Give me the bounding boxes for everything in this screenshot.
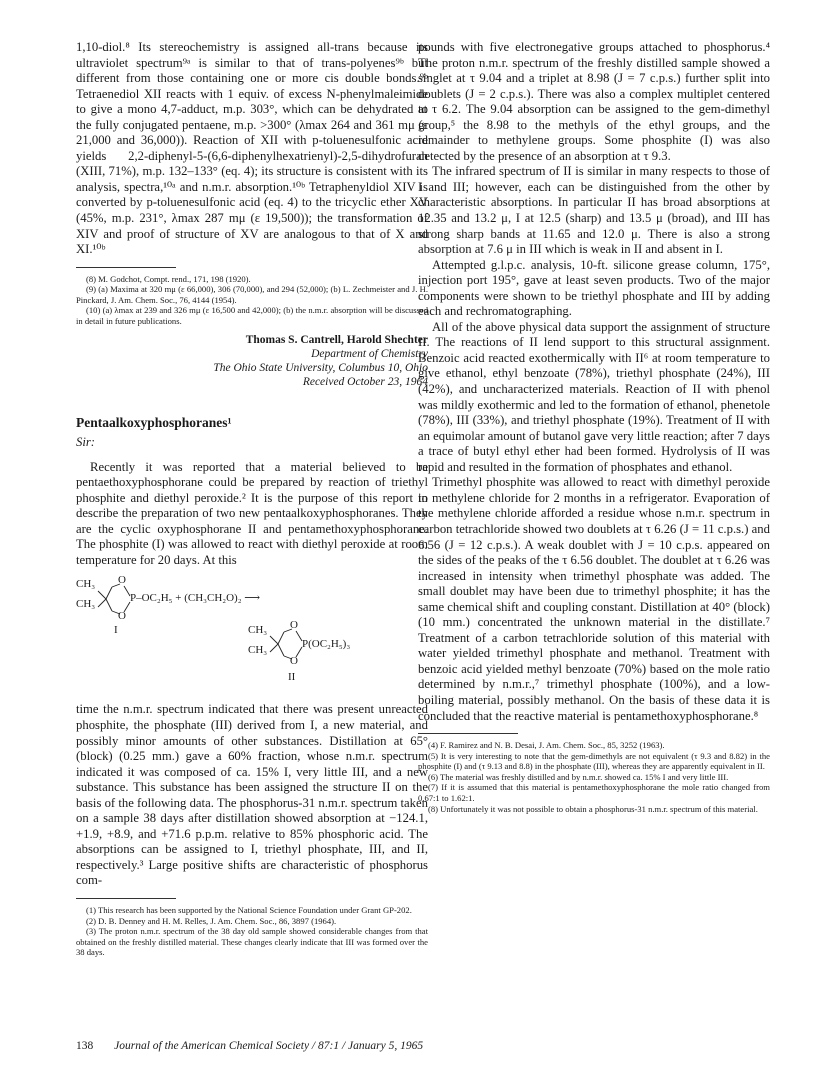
author-department: Department of Chemistry [311,347,428,360]
footnote-6: (6) The material was freshly distilled and by n.m.r. showed ca. 15% I and very little III. [428,771,729,782]
footnote-rule [76,898,176,899]
footnote-5: (5) It is very interesting to note that the gem-dimethyls are not equivalent (τ 9.3 and 8.82) in the phosphite (I) and (τ 9.13 and 8.8) in the phosphate (III), whereas they are apparently equivalent in II. [418,750,770,772]
author-university: The Ohio State University, Columbus 10, Ohio [213,361,428,374]
oxygen-label: O [290,619,298,632]
article-title: Pentaalkoxyphosphoranes¹ [76,414,232,430]
salutation: Sir: [76,434,96,449]
footnote-10: (10) (a) λmax at 239 and 326 mμ (ε 16,500 and 42,000); (b) the n.m.r. absorption will be discussed in detail in future publications. [76,305,428,327]
left-column [76,40,428,958]
compound-label-I: I [114,624,118,637]
reaction-scheme [76,574,428,694]
footnote-8: (8) M. Godchot, Compt. rend., 171, 198 (1920). [86,273,251,284]
page-footer [76,1040,423,1052]
body-paragraph: Trimethyl phosphite was allowed to react with dimethyl peroxide in methylene chloride for 2 months in a refrigerator. Evaporation of the methylene chloride afforded a residue whose n.m.r. spectrum in carbon tetrachloride showed two doublets at τ 6.26 (J = 11 c.p.s.) and 6.56 (J = 12 c.p.s.). A weak doublet with J = 10 c.p.s. appeared on the sides of the peaks of the τ 6.56 doublet. The doublet at τ 6.26 was increased in intensity when trimethyl phosphate was added. The small doublet may have been due to trimethyl phosphite; it has the same chemical shift and coupling constant. Distillation at 40° (block) (10 mm.) concentrated the unknown material in the distillate.⁷ Treatment of a carbon tetrachloride solution of this material with water yielded trimethyl phosphate and methanol. Treatment with benzoic acid yielded methyl benzoate (70%) based on the mole ratio determined by n.m.r.,⁷ trimethyl phosphate (100%), and a low-boiling material, possibly methanol. On the basis of these data it is concluded that the reactive material is pentamethoxyphosphorane.⁸ [418,475,770,723]
body-paragraph: Attempted g.l.p.c. analysis, 10-ft. silicone grease column, 175°, injection port 195°, gave at least seven products. Two of the major components were shown to be triethyl phosphate and III by adding each and rechromatographing. [418,257,770,319]
footnote-1: (1) This research has been supported by the National Science Foundation under Grant GP-202. [86,905,412,916]
footnote-2: (2) D. B. Denney and H. M. Relles, J. Am. Chem. Soc., 86, 3897 (1964). [86,915,337,926]
page-number: 138 [76,1040,94,1052]
oxygen-label: O [118,610,126,623]
footnote-4: (4) F. Ramirez and N. B. Desai, J. Am. Chem. Soc., 85, 3252 (1963). [428,740,665,751]
footnote-8: (8) Unfortunately it was not possible to obtain a phosphorus-31 n.m.r. spectrum of this material. [428,803,758,814]
body-paragraph: The infrared spectrum of II is similar in many respects to those of I and III; however, each can be distinguished from the other by characteristic absorptions. In particular II has broad absorptions at 12.35 and 13.2 μ, I at 12.5 (sharp) and 13.5 μ (broad), and III has strong sharp bands at 11.65 and 12.0 μ. There is also a strong absorption at 7.6 μ in III which is weak in II and absent in I. [418,164,770,257]
author-signature [76,333,428,389]
footnote-rule [418,733,518,734]
journal-citation: Journal of the American Chemical Society / 87:1 / January 5, 1965 [114,1040,424,1052]
footnote-9: (9) (a) Maxima at 320 mμ (ε 66,000), 306 (70,000), and 294 (52,000); (b) L. Zechmeister and J. H. Pinckard, J. Am. Chem. Soc., 76, 4144 (1954). [76,284,428,305]
body-paragraph: Recently it was reported that a material believed to be pentaethoxyphosphorane could be prepared by reaction of triethyl phosphite and diethyl peroxide.² It is the purpose of this report to describe the preparation of two new pentaalkoxyphosphoranes. They are the cyclic oxyphosphorane II and pentamethoxyphosphorane. The phosphite (I) was allowed to react with diethyl peroxide at room temperature for 20 days. At this [76,459,428,567]
body-paragraph: All of the above physical data support the assignment of structure II. The reactions of II lend support to this structural assignment. Benzoic acid reacted exothermically with II⁶ at room temperature to give ethanol, ethyl benzoate (78%), triethyl phosphate (24%), III (42%), and uncharacterized materials. Reaction of II with phenol was mildly exothermic and led to the formation of ethanol, phenetole (78%), III (33%), and triethyl phosphate (19%). Treatment of II with an equimolar amount of butanol gave very little reaction; after 7 days a trace of butyl ethyl ether had been formed. Hydrolysis of II was rapid and resulted in the formation of phosphates and ethanol. [418,319,770,474]
oxygen-label: O [118,574,126,587]
reaction-equation: P–OC₂H₅ + (CH₃CH₂O)₂ ⟶ [130,592,261,605]
body-paragraph: pounds with five electronegative groups attached to phosphorus.⁴ The proton n.m.r. spectrum of the freshly distilled sample showed a singlet at τ 9.04 and a triplet at 8.98 (J = 7 c.p.s.) further split into doublets (J = 2 c.p.s.). There was also a complex multiplet centered at τ 6.2. The 9.04 absorption can be assigned to the gem-dimethyl group,⁵ the 8.98 to the methyls of the ethyl groups, and the remainder to methylene groups. Some phosphite (I) was also detected by the presence of an absorption at τ 9.3. [418,40,770,163]
body-paragraph: 1,10-diol.⁸ Its stereochemistry is assigned all-trans because its ultraviolet spectrum⁹ᵃ is similar to that of trans-polyenes⁹ᵇ but different from those containing one or more cis double bonds.⁹ᵇ Tetraenediol XII reacts with 1 equiv. of excess N-phenylmaleimide to give a mono 4,7-adduct, m.p. 303°, which can be dehydrated to the fully conjugated pentaene, m.p. >300° (λmax 264 and 361 mμ (ε 21,000 and 36,000)). Reaction of XII with p-toluenesulfonic acid yields 2,2-diphenyl-5-(6,6-diphenylhexatrienyl)-2,5-dihydrofuran (XIII, 71%), m.p. 132–133° (eq. 4); its structure is consistent with its analysis, spectra,¹⁰ᵃ and n.m.r. absorption.¹⁰ᵇ Tetraphenyldiol XIV is converted by p-toluenesulfonic acid (eq. 4) to the tricyclic ether XV (45%, m.p. 231°, λmax 287 mμ (ε 19,500)); the transformation of XIV and proof of structure of XV are analogous to that of X and XI.¹⁰ᵇ [76,40,428,257]
compound-label-II: II [288,671,296,684]
oxygen-label: O [290,655,298,668]
author-names: Thomas S. Cantrell, Harold Shechter [245,333,428,346]
methyl-label: CH₃ [248,644,268,657]
footnote-3: (3) The proton n.m.r. spectrum of the 38 day old sample showed considerable changes from that obtained on the freshly distilled material. These changes clearly indicate that III was formed over the 38 days. [76,926,428,958]
footnote-7: (7) If it is assumed that this material is pentamethoxyphosphorane the mole ratio changed from 0.67:1 to 1.62:1. [418,782,770,804]
methyl-label: CH₃ [248,624,268,637]
body-paragraph: time the n.m.r. spectrum indicated that there was present unreacted phosphite, the phosphate (III) derived from I, a new material, and possibly minor amounts of other substances. Distillation at 65° (block) (0.25 mm.) gave a 60% fraction, whose n.m.r. spectrum indicated it was composed of ca. 15% I, very little III, and a new substance. This substance has been assigned the structure II on the basis of the following data. The phosphorus-31 n.m.r. spectrum taken on a sample 38 days after distillation showed absorption at −124.1, +1.9, +8.9, and +71.6 p.p.m. relative to 85% phosphoric acid. The absorptions can be assigned to I, triethyl phosphate, III, and II, respectively.³ Large positive shifts are characteristic of phosphorus com- [76,702,428,888]
methyl-label: CH₃ [76,598,96,611]
received-date: Received October 23, 1964 [302,375,428,388]
footnote-rule [76,267,176,268]
product-formula: P(OC₂H₅)₃ [302,638,351,651]
right-column [418,40,770,814]
methyl-label: CH₃ [76,578,96,591]
